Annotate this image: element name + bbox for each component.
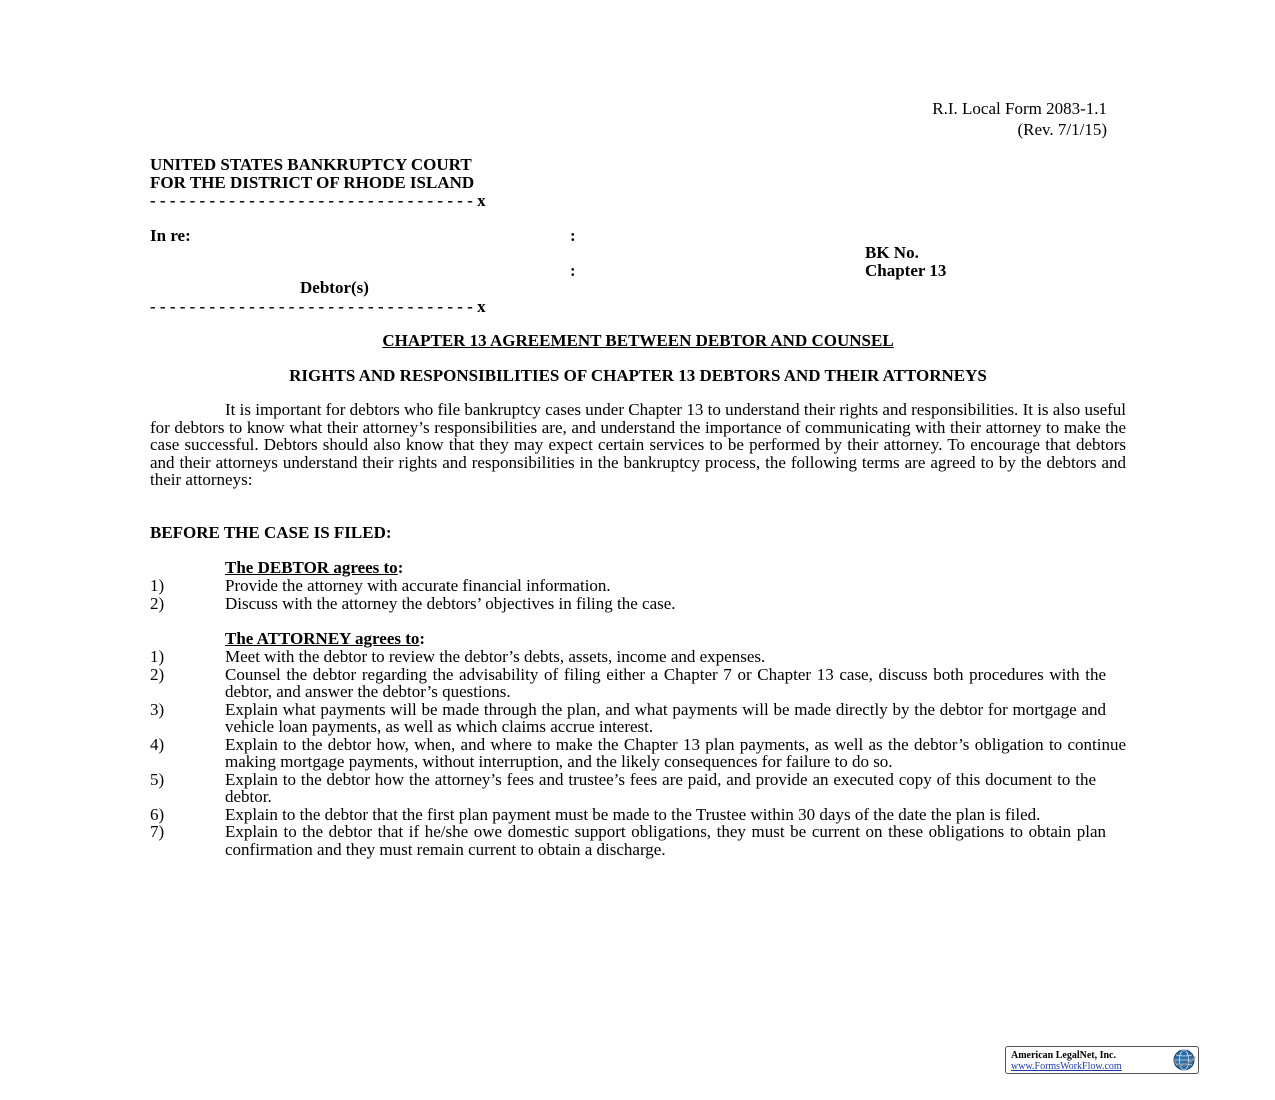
item-text: Explain to the debtor that if he/she owe domestic support obligations, they must be current on these obligations to obtain plan confirmation and they must remain current to obtain a discharge.: [225, 822, 1106, 859]
list-item: [150, 823, 1126, 858]
attorney-heading-text: The ATTORNEY agrees to: [225, 629, 420, 648]
court-name-line1: UNITED STATES BANKRUPTCY COURT: [150, 155, 472, 174]
list-item: [150, 771, 1126, 806]
item-number: 4): [150, 734, 165, 754]
item-text: Meet with the debtor to review the debtor’s debts, assets, income and expenses.: [225, 647, 766, 666]
item-number: 2): [150, 593, 165, 613]
caption-top-rule: - - - - - - - - - - - - - - - - - - - - - - - - - - - - - - - - - x: [150, 191, 486, 210]
caption-colon-2: :: [570, 261, 576, 280]
globe-icon: [1172, 1048, 1196, 1072]
bk-number-label: BK No.: [865, 243, 919, 262]
american-legalnet-logo: [1005, 1046, 1199, 1074]
debtor-list: [150, 577, 1126, 612]
item-number: 3): [150, 699, 165, 719]
document-title: CHAPTER 13 AGREEMENT BETWEEN DEBTOR AND COUNSEL: [382, 331, 894, 350]
item-text: Explain to the debtor how, when, and where to make the Chapter 13 plan payments, as well as the debtor’s obligation to continue making mortgage payments, without interruption, and the likely consequences for failure to do so.: [225, 734, 1126, 771]
form-number: R.I. Local Form 2083-1.1: [932, 99, 1107, 118]
list-item: [150, 595, 1126, 613]
chapter-label: Chapter 13: [865, 261, 947, 280]
debtor-heading: [225, 559, 403, 577]
list-item: [150, 701, 1126, 736]
item-text: Explain to the debtor how the attorney’s fees and trustee’s fees are paid, and provide an executed copy of this document to the debtor.: [225, 769, 1096, 806]
logo-url-link[interactable]: www.FormsWorkFlow.com: [1011, 1061, 1122, 1072]
item-text: Counsel the debtor regarding the advisability of filing either a Chapter 7 or Chapter 13 case, discuss both procedures with the debtor, and answer the debtor’s questions.: [225, 664, 1106, 701]
document-subtitle: RIGHTS AND RESPONSIBILITIES OF CHAPTER 13 DEBTORS AND THEIR ATTORNEYS: [289, 366, 987, 385]
list-item: [150, 577, 1126, 595]
item-text: Explain to the debtor that the first plan payment must be made to the Trustee within 30 days of the date the plan is filed.: [225, 804, 1041, 824]
section-heading: BEFORE THE CASE IS FILED:: [150, 523, 392, 542]
logo-company-name: American LegalNet, Inc.: [1011, 1050, 1116, 1061]
item-number: 7): [150, 822, 165, 841]
form-revision: (Rev. 7/1/15): [1017, 120, 1107, 139]
intro-paragraph: It is important for debtors who file bankruptcy cases under Chapter 13 to understand their rights and responsibilities. It is also useful for debtors to know what their attorney’s responsibilities are, and understand the importance of communicating with their attorney to make the case successful. Debtors should also know that they may expect certain services to be performed by their attorney. To encourage that debtors and their attorneys understand their rights and responsibilities in the bankruptcy process, the following terms are agreed to by the debtors and their attorneys:: [150, 400, 1126, 489]
debtor-heading-text: The DEBTOR agrees to: [225, 558, 398, 577]
attorney-list: [150, 648, 1126, 858]
list-item: [150, 806, 1126, 824]
caption-colon-1: :: [570, 226, 576, 245]
court-name-line2: FOR THE DISTRICT OF RHODE ISLAND: [150, 173, 475, 192]
item-number: 5): [150, 769, 165, 789]
item-number: 6): [150, 804, 165, 824]
item-text: Explain what payments will be made through the plan, and what payments will be made directly by the debtor for mortgage and vehicle loan payments, as well as which claims accrue interest.: [225, 699, 1106, 736]
list-item: [150, 648, 1126, 666]
caption-bottom-rule: - - - - - - - - - - - - - - - - - - - - - - - - - - - - - - - - - x: [150, 297, 486, 316]
in-re-label: In re:: [150, 226, 191, 245]
attorney-heading: [225, 630, 425, 648]
list-item: [150, 736, 1126, 771]
item-number: 2): [150, 664, 165, 684]
item-text: Provide the attorney with accurate financial information.: [225, 576, 611, 595]
attorney-heading-colon: :: [419, 629, 426, 648]
debtors-label: Debtor(s): [300, 278, 369, 297]
list-item: [150, 666, 1126, 701]
debtor-heading-colon: :: [397, 558, 404, 577]
item-number: 1): [150, 576, 165, 595]
item-number: 1): [150, 647, 165, 666]
item-text: Discuss with the attorney the debtors’ objectives in filing the case.: [225, 593, 676, 613]
